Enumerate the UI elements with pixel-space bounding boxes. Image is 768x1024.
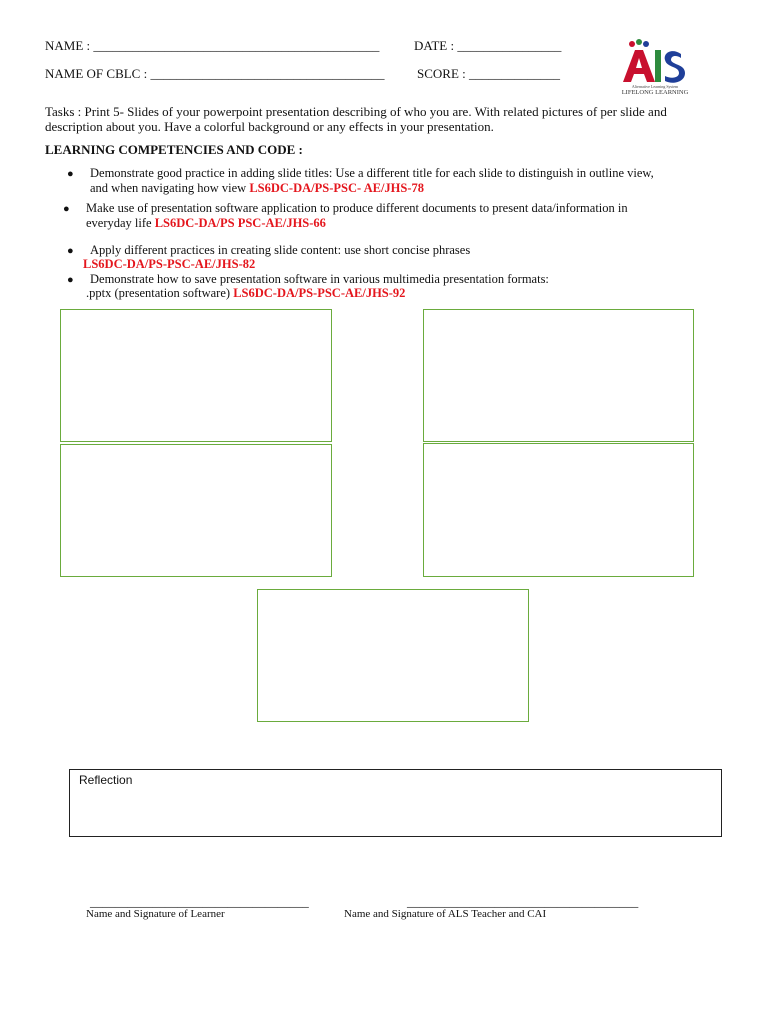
name-label: NAME : <box>45 38 91 53</box>
teacher-signature-line[interactable]: _____________________________________ <box>407 895 639 909</box>
score-field <box>417 66 560 82</box>
learner-signature-label: Name and Signature of Learner <box>86 908 225 920</box>
competency-1-text: and when navigating how view <box>90 181 250 195</box>
competencies-heading: LEARNING COMPETENCIES AND CODE : <box>45 142 303 157</box>
competency-3-line-1: Apply different practices in creating slide content: use short concise phrases <box>90 243 471 257</box>
competency-4-code: LS6DC-DA/PS-PSC-AE/JHS-92 <box>233 286 406 300</box>
teacher-signature-label: Name and Signature of ALS Teacher and CAI <box>344 908 547 920</box>
competency-2-code: LS6DC-DA/PS PSC-AE/JHS-66 <box>154 216 326 230</box>
competency-2-text: everyday life <box>86 216 155 230</box>
slide-box-5[interactable] <box>257 589 529 722</box>
date-label: DATE : <box>414 38 455 53</box>
competency-2-line-1: Make use of presentation software application to produce different documents to present data/information in <box>86 201 628 215</box>
bullet-icon: ● <box>67 245 74 257</box>
reflection-box[interactable] <box>69 769 722 837</box>
competency-3-code: LS6DC-DA/PS-PSC-AE/JHS-82 <box>83 257 256 271</box>
bullet-icon: ● <box>67 274 74 286</box>
slide-box-4[interactable] <box>423 443 694 577</box>
score-label: SCORE : <box>417 66 466 81</box>
competency-1-line-2 <box>90 181 424 196</box>
tasks-line-2: description about you. Have a colorful background or any effects in your presentation. <box>45 119 494 134</box>
reflection-label: Reflection <box>79 773 133 787</box>
name-field <box>45 38 379 54</box>
competency-4-line-2 <box>86 286 405 301</box>
score-line[interactable]: ______________ <box>469 66 561 81</box>
competency-4-line-1: Demonstrate how to save presentation software in various multimedia presentation formats: <box>90 272 549 286</box>
cblc-line[interactable]: ____________________________________ <box>150 66 385 81</box>
tasks-line-1: Tasks : Print 5- Slides of your powerpoint presentation describing of who you are. With related pictures of per slide and <box>45 104 667 119</box>
competency-1-code: LS6DC-DA/PS-PSC- AE/JHS-78 <box>249 181 425 195</box>
slide-box-1[interactable] <box>60 309 332 442</box>
learner-signature-line[interactable]: ___________________________________ <box>90 895 309 909</box>
bullet-icon: ● <box>63 203 70 215</box>
cblc-label: NAME OF CBLC : <box>45 66 148 81</box>
competency-2-line-2 <box>86 216 326 231</box>
date-line[interactable]: ________________ <box>457 38 562 53</box>
competency-1-line-1: Demonstrate good practice in adding slide titles: Use a different title for each slide to distinguish in outline view, <box>90 166 654 180</box>
als-logo <box>615 38 695 98</box>
bullet-icon: ● <box>67 168 74 180</box>
slide-box-3[interactable] <box>60 444 332 577</box>
competency-4-text: .pptx (presentation software) <box>86 286 234 300</box>
logo-caption: LIFELONG LEARNING <box>621 89 689 96</box>
date-field <box>414 38 561 54</box>
slide-box-2[interactable] <box>423 309 694 442</box>
cblc-field <box>45 66 384 82</box>
logo-tagline: Alternative Learning System <box>631 84 679 89</box>
name-line[interactable]: ____________________________________________ <box>93 38 380 53</box>
